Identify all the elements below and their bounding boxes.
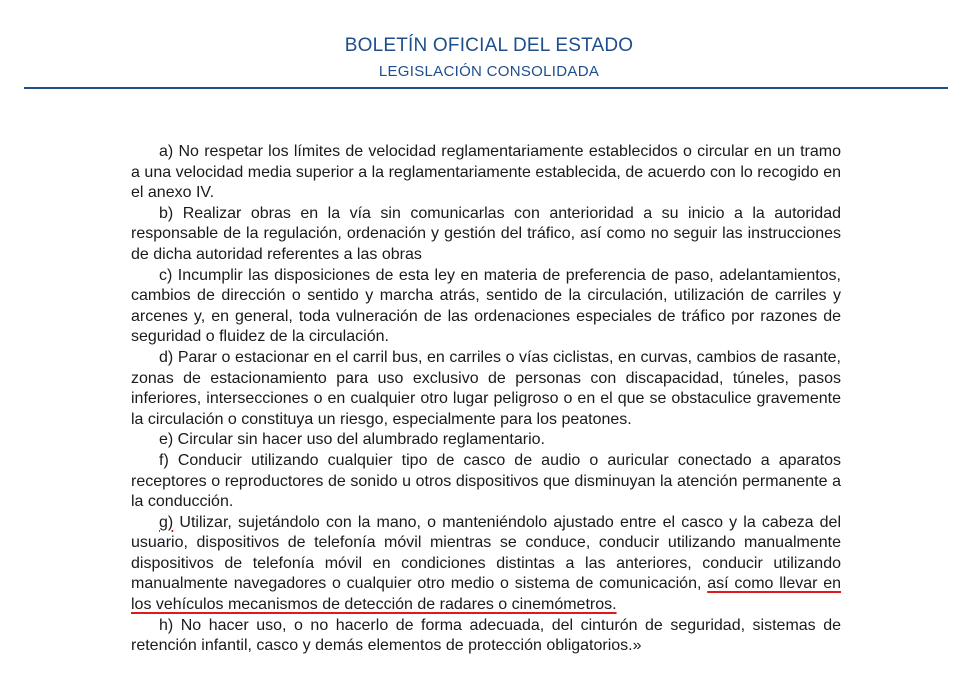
- paragraph-a: a) No respetar los límites de velocidad reglamentariamente establecidos o circular en un tramo a una velocidad media superior a la reglamentariamente establecida, de acuerdo con lo recogido en el anexo IV.: [131, 143, 841, 202]
- paragraph-g-highlight: así como llevar en los vehículos mecanismos de detección de radares o cinemómetros.: [131, 575, 842, 614]
- paragraph-h: h) No hacer uso, o no hacerlo de forma adecuada, del cinturón de seguridad, sistemas de retención infantil, casco y demás elementos de protección obligatorios.»: [131, 616, 841, 655]
- paragraph-g-label: g): [159, 513, 174, 531]
- header-divider: [24, 87, 948, 89]
- paragraph-g: [131, 513, 841, 616]
- document-body: [131, 142, 841, 657]
- header-subtitle: LEGISLACIÓN CONSOLIDADA: [378, 63, 600, 80]
- paragraph-b: b) Realizar obras en la vía sin comunicarlas con anterioridad a su inicio a la autoridad responsable de la regulación, ordenación y gestión del tráfico, así como no seguir las instrucciones de dicha autoridad referentes a las obras: [131, 204, 841, 263]
- paragraph-d: d) Parar o estacionar en el carril bus, en carriles o vías ciclistas, en curvas, cambios de rasante, zonas de estacionamiento para uso exclusivo de personas con discapacidad, túneles, pasos inferiores, intersecciones o en cualquier otro lugar peligroso o en el que se obstaculice gravemente la circulación o constituya un riesgo, especialmente para los peatones.: [131, 348, 841, 428]
- header-title: BOLETÍN OFICIAL DEL ESTADO: [344, 35, 634, 56]
- paragraph-e: e) Circular sin hacer uso del alumbrado reglamentario.: [159, 431, 545, 449]
- paragraph-g-body: Utilizar, sujetándolo con la mano, o manteniéndolo ajustado entre el casco y la cabeza del usuario, dispositivos de telefonía móvil mientras se conduce, conducir utilizando manualmente dispositivos de telefonía móvil en condiciones distintas a las anteriores, conducir utilizando manualmente navegadores o cualquier otro medio o sistema de comunicación,: [131, 513, 841, 593]
- paragraph-f: f) Conducir utilizando cualquier tipo de casco de audio o auricular conectado a aparatos receptores o reproductores de sonido u otros dispositivos que disminuyan la atención permanente a la conducción.: [131, 451, 841, 511]
- paragraph-c: c) Incumplir las disposiciones de esta ley en materia de preferencia de paso, adelantamientos, cambios de dirección o sentido y marcha atrás, sentido de la circulación, utilización de carriles y arcenes y, en general, toda vulneración de las ordenaciones especiales de tráfico por razones de seguridad o fluidez de la circulación.: [131, 266, 841, 346]
